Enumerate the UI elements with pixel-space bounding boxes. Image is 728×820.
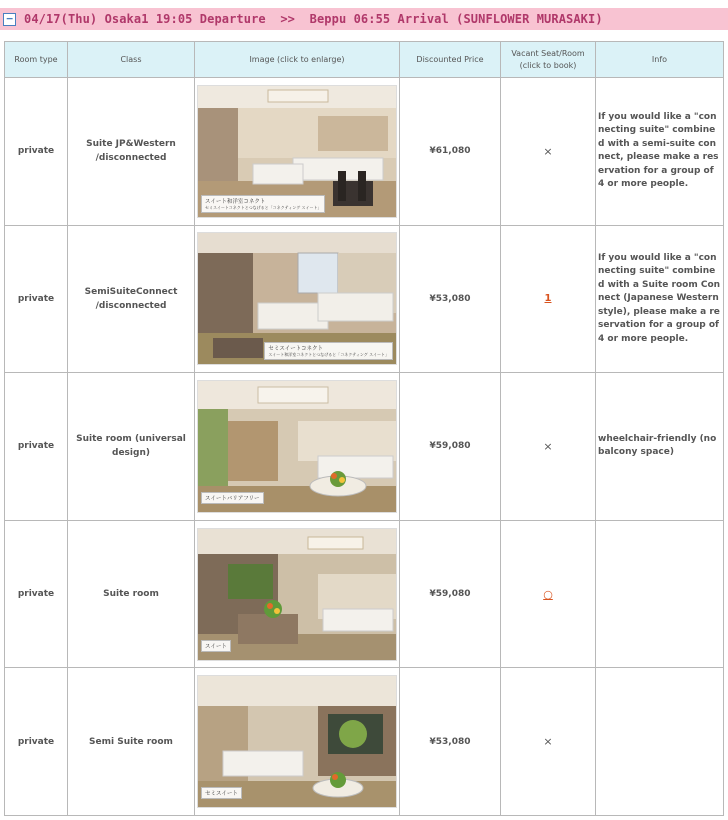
- price-cell: ¥53,080: [400, 668, 501, 816]
- info-cell: If you would like a "connecting suite" combined with a Suite room Connect (Japanese Western style), please make a reservation for a group of 4 or more people.: [596, 225, 724, 373]
- table-row: [5, 225, 724, 373]
- image-cell: [195, 225, 400, 373]
- col-info: Info: [596, 42, 724, 78]
- class-cell: Semi Suite room: [68, 668, 195, 816]
- price-cell: ¥53,080: [400, 225, 501, 373]
- photo-caption: セミスイートコネクト スイート和洋室コネクトとつなげると「コネクティング スイート」: [264, 342, 393, 360]
- room-photo[interactable]: [197, 232, 397, 365]
- room-type-cell: private: [5, 373, 68, 521]
- col-vacant: Vacant Seat/Room (click to book): [501, 42, 596, 78]
- photo-caption: スイートバリアフリー: [201, 492, 264, 504]
- room-type-cell: private: [5, 225, 68, 373]
- col-price: Discounted Price: [400, 42, 501, 78]
- room-photo[interactable]: [197, 85, 397, 218]
- book-link[interactable]: 1: [544, 293, 552, 305]
- price-cell: ¥59,080: [400, 520, 501, 668]
- room-photo[interactable]: [197, 675, 397, 808]
- unavailable-mark: ×: [543, 144, 553, 158]
- photo-caption: スイート和洋室コネクト セミスイートコネクトとつなげると「コネクティング スイート」: [201, 195, 325, 213]
- photo-caption: セミスイート: [201, 787, 242, 799]
- unavailable-mark: ×: [543, 735, 553, 749]
- table-header-row: [5, 42, 724, 78]
- room-type-cell: private: [5, 78, 68, 226]
- table-row: [5, 668, 724, 816]
- price-cell: ¥59,080: [400, 373, 501, 521]
- photo-caption: スイート: [201, 640, 231, 652]
- vacant-cell: [501, 668, 596, 816]
- table-row: [5, 520, 724, 668]
- room-photo[interactable]: [197, 528, 397, 661]
- trip-header: [0, 8, 728, 30]
- room-type-cell: private: [5, 668, 68, 816]
- image-cell: [195, 668, 400, 816]
- room-type-cell: private: [5, 520, 68, 668]
- price-cell: ¥61,080: [400, 78, 501, 226]
- class-cell: Suite JP&Western /disconnected: [68, 78, 195, 226]
- col-class: Class: [68, 42, 195, 78]
- info-cell: [596, 668, 724, 816]
- book-link[interactable]: ○: [543, 587, 553, 601]
- trip-title: 04/17(Thu) Osaka1 19:05 Departure >> Beppu 06:55 Arrival (SUNFLOWER MURASAKI): [24, 12, 603, 26]
- class-cell: SemiSuiteConnect /disconnected: [68, 225, 195, 373]
- collapse-toggle-icon[interactable]: −: [3, 13, 16, 26]
- class-cell: Suite room: [68, 520, 195, 668]
- table-row: [5, 373, 724, 521]
- unavailable-mark: ×: [543, 439, 553, 453]
- class-cell: Suite room (universal design): [68, 373, 195, 521]
- col-room-type: Room type: [5, 42, 68, 78]
- room-photo[interactable]: [197, 380, 397, 513]
- info-cell: [596, 520, 724, 668]
- image-cell: [195, 78, 400, 226]
- vacant-cell: [501, 520, 596, 668]
- info-cell: wheelchair-friendly (no balcony space): [596, 373, 724, 521]
- col-image: Image (click to enlarge): [195, 42, 400, 78]
- image-cell: [195, 520, 400, 668]
- image-cell: [195, 373, 400, 521]
- room-table: [4, 41, 724, 816]
- vacant-cell: [501, 373, 596, 521]
- info-cell: If you would like a "connecting suite" combined with a semi-suite connect, please make a reservation for a group of 4 or more people.: [596, 78, 724, 226]
- table-row: [5, 78, 724, 226]
- vacant-cell: [501, 78, 596, 226]
- vacant-cell: [501, 225, 596, 373]
